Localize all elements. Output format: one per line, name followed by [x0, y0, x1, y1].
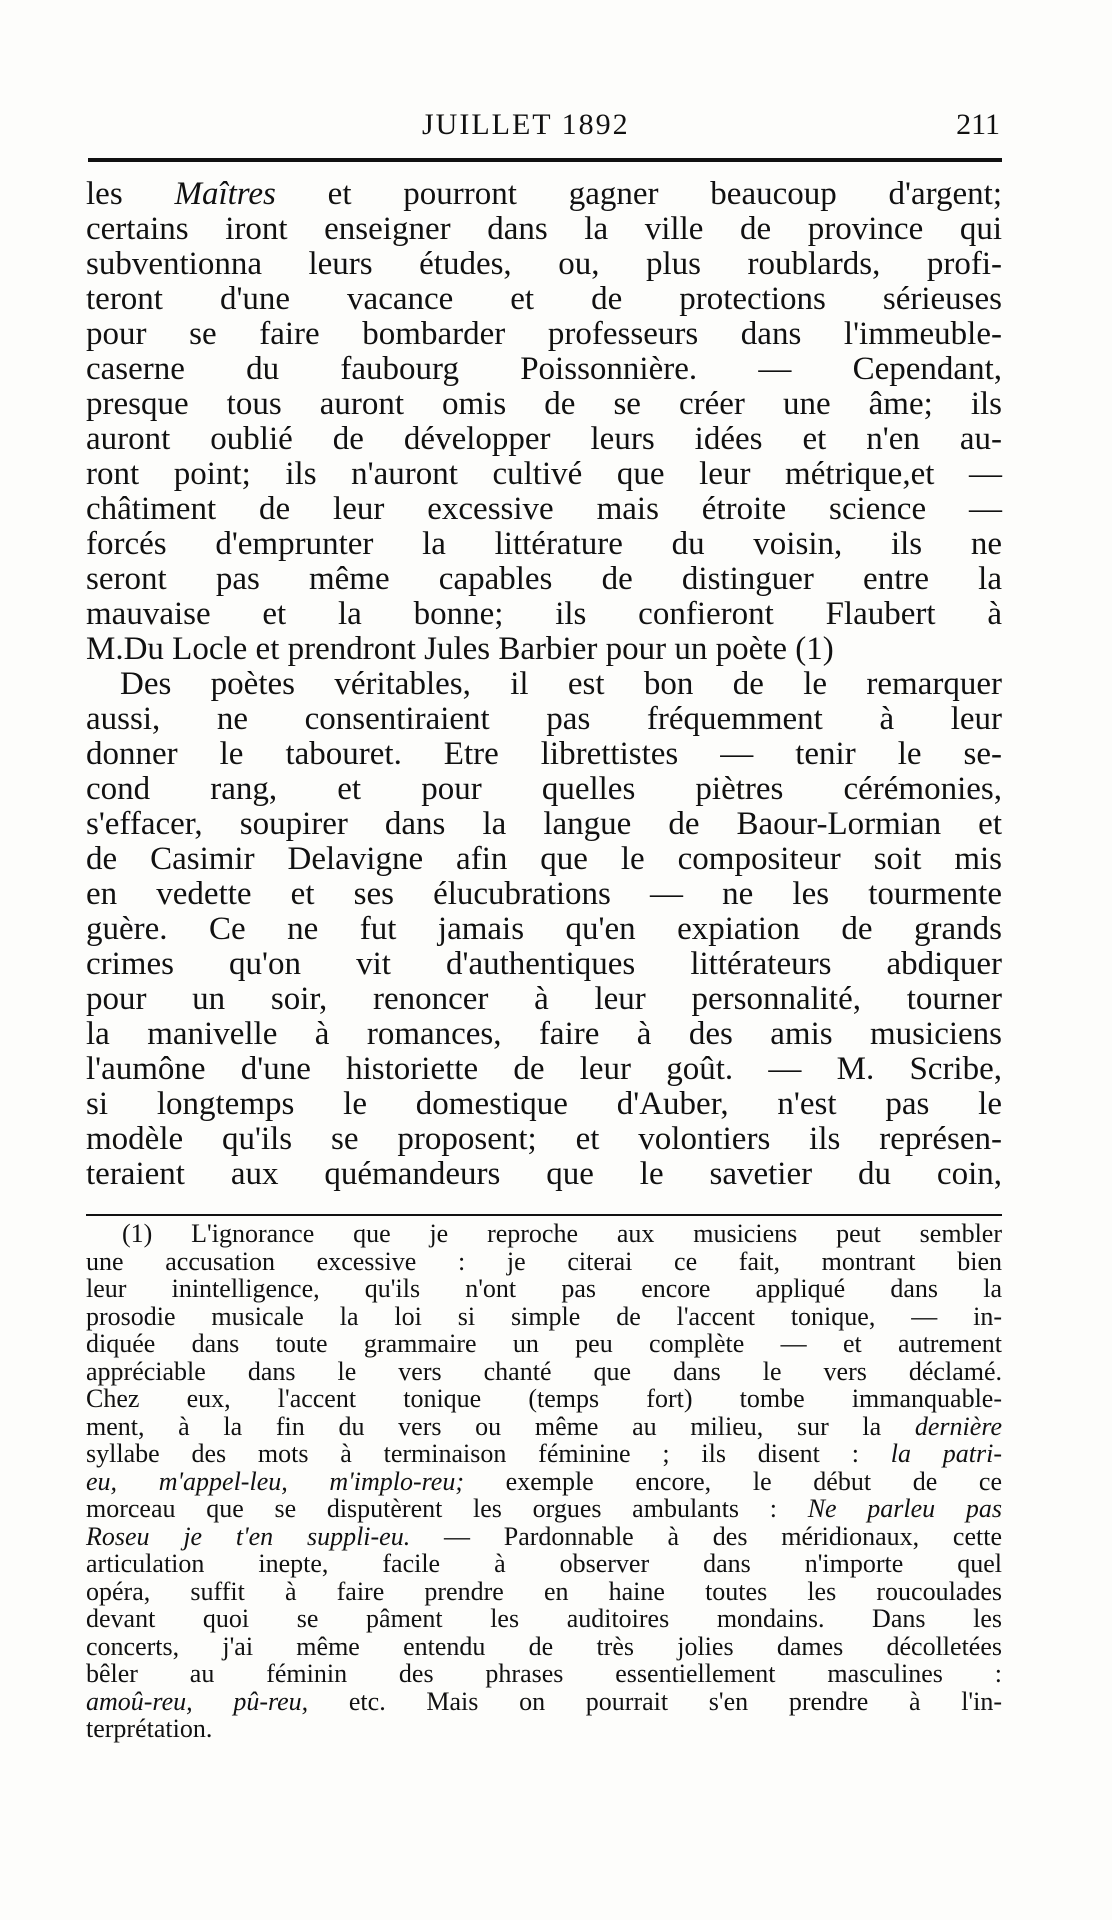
text-line: si longtemps le domestique d'Auber, n'est pas le [86, 1086, 1002, 1122]
footnote-rule [86, 1214, 1002, 1216]
text-line: certains iront enseigner dans la ville de province qui [86, 211, 1002, 247]
footnote-line: amoû-reu, pû-reu, etc. Mais on pourrait s'en prendre à l'in- [86, 1686, 1002, 1716]
text-line: guère. Ce ne fut jamais qu'en expiation de grands [86, 911, 1002, 947]
italic-text: Maîtres [174, 176, 276, 212]
italic-text: eu, m'appel-leu, m'implo-reu; [86, 1466, 464, 1496]
text-line: Des poètes véritables, il est bon de le remarquer [120, 666, 1002, 702]
text-line: pour se faire bombarder professeurs dans l'immeuble- [86, 316, 1002, 352]
italic-text: dernière [914, 1411, 1003, 1441]
text-line: cond rang, et pour quelles piètres cérémonies, [86, 771, 1002, 807]
footnote [86, 1220, 1002, 1743]
text-line: mauvaise et la bonne; ils confieront Flaubert à [86, 596, 1002, 632]
footnote-line: articulation inepte, facile à observer dans n'importe quel [86, 1549, 1002, 1578]
footnote-line: devant quoi se pâment les auditoires mondains. Dans les [86, 1604, 1002, 1633]
text-line: s'effacer, soupirer dans la langue de Baour-Lormian et [86, 806, 1002, 842]
footnote-line: ment, à la fin du vers ou même au milieu, sur la dernière [86, 1411, 1003, 1441]
header-rule [88, 158, 1002, 162]
footnote-line: terprétation. [86, 1714, 213, 1743]
footnote-line: concerts, j'ai même entendu de très jolies dames décolletées [86, 1631, 1002, 1661]
text-line: de Casimir Delavigne afin que le compositeur soit mis [86, 841, 1002, 877]
text-line: teraient aux quémandeurs que le savetier du coin, [86, 1156, 1002, 1192]
text-line: teront d'une vacance et de protections sérieuses [86, 281, 1002, 317]
text-line: ront point; ils n'auront cultivé que leur métrique,et — [86, 456, 1002, 492]
text-line: aussi, ne consentiraient pas fréquemment à leur [86, 701, 1002, 737]
body-text [86, 177, 1002, 1192]
text-line: en vedette et ses élucubrations — ne les tourmente [86, 876, 1002, 912]
footnote-line: eu, m'appel-leu, m'implo-reu; exemple encore, le début de ce [86, 1466, 1002, 1496]
text-line: caserne du faubourg Poissonnière. — Cependant, [86, 351, 1002, 387]
footnote-line: diquée dans toute grammaire un peu complète — et autrement [86, 1329, 1002, 1358]
text-line: l'aumône d'une historiette de leur goût. — M. Scribe, [86, 1051, 1002, 1087]
text-line: châtiment de leur excessive mais étroite science — [86, 491, 1002, 527]
footnote-line: bêler au féminin des phrases essentiellement masculines : [86, 1659, 1002, 1688]
text-line: modèle qu'ils se proposent; et volontiers ils représen- [86, 1121, 1002, 1157]
footnote-line: une accusation excessive : je citerai ce fait, montrant bien [86, 1246, 1002, 1276]
footnote-line: Roseu je t'en suppli-eu. — Pardonnable à des méridionaux, cette [86, 1521, 1002, 1551]
text-line: pour un soir, renoncer à leur personnalité, tourner [86, 981, 1002, 1017]
text-line: les Maîtres et pourront gagner beaucoup d'argent; [86, 176, 1002, 212]
text-line: donner le tabouret. Etre librettistes — tenir le se- [86, 736, 1002, 772]
footnote-line: morceau que se disputèrent les orgues ambulants : Ne parleu pas [86, 1494, 1002, 1523]
running-head [88, 108, 1000, 148]
text-line: seront pas même capables de distinguer entre la [86, 561, 1002, 597]
text-line: forcés d'emprunter la littérature du voisin, ils ne [86, 526, 1002, 562]
footnote-line: prosodie musicale la loi si simple de l'accent tonique, — in- [86, 1301, 1002, 1331]
footnote-line: Chez eux, l'accent tonique (temps fort) tombe immanquable- [86, 1384, 1002, 1413]
italic-text: la patri- [890, 1439, 1003, 1468]
italic-text: Ne parleu pas [807, 1494, 1002, 1523]
page-number: 211 [956, 108, 1000, 141]
text-line: subventionna leurs études, ou, plus roublards, profi- [86, 246, 1002, 282]
footnote-line: (1) L'ignorance que je reproche aux musiciens peut sembler [122, 1219, 1002, 1248]
text-line: auront oublié de développer leurs idées et n'en au- [86, 421, 1002, 457]
text-line: la manivelle à romances, faire à des amis musiciens [86, 1016, 1002, 1052]
italic-text: Roseu je t'en suppli-eu. [86, 1521, 411, 1551]
text-line: M.Du Locle et prendront Jules Barbier pour un poète (1) [86, 631, 834, 667]
footnote-line: opéra, suffit à faire prendre en haine toutes les roucoulades [86, 1576, 1002, 1606]
footnote-line: syllabe des mots à terminaison féminine ; ils disent : la patri- [86, 1439, 1003, 1468]
italic-text: amoû-reu, pû-reu, [86, 1686, 309, 1716]
footnote-line: leur inintelligence, qu'ils n'ont pas encore appliqué dans la [86, 1274, 1002, 1303]
running-title: JUILLET 1892 [422, 108, 630, 141]
footnote-line: appréciable dans le vers chanté que dans le vers déclamé. [86, 1356, 1002, 1386]
text-line: presque tous auront omis de se créer une âme; ils [86, 386, 1002, 422]
text-line: crimes qu'on vit d'authentiques littérateurs abdiquer [86, 946, 1002, 982]
